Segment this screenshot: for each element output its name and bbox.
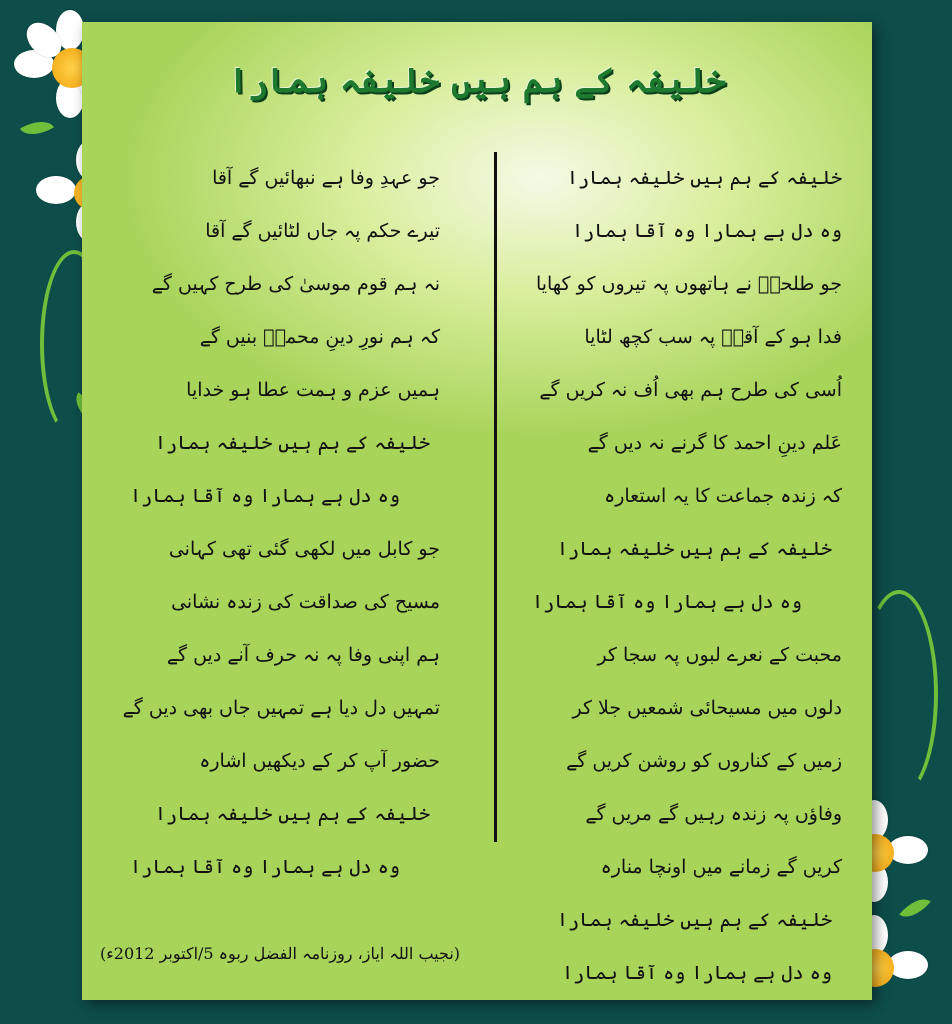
poem-refrain-line: خلیفہ کے ہم ہیں خلیفہ ہمارا [154,432,430,454]
poem-credit: (نجیب اللہ ایاز، روزنامہ الفضل ربوہ 5/اکتوبر 2012ء) [100,944,461,963]
poem-line: جو عہدِ وفا ہے نبھائیں گے آقا [212,167,440,189]
poem-line: جو کابل میں لکھی گئی تھی کہانی [168,538,440,560]
poem-refrain-line: وہ دل ہے ہمارا وہ آقا ہمارا [561,962,832,984]
poem-line: ہم اپنی وفا پہ نہ حرف آنے دیں گے [166,644,440,666]
poem-refrain-line: خلیفہ کے ہم ہیں خلیفہ ہمارا [154,803,430,825]
poem-line: محبت کے نعرے لبوں پہ سجا کر [597,644,842,666]
poem-line: خلیفہ کے ہم ہیں خلیفہ ہمارا [566,167,842,189]
poem-line: کہ ہم نورِ دینِ محمدؐ بنیں گے [199,326,440,348]
poem-line: وہ دل ہے ہمارا وہ آقا ہمارا [571,220,842,242]
poem-line: جو طلحہؓ نے ہاتھوں پہ تیروں کو کھایا [535,273,842,295]
poem-line: اُسی کی طرح ہم بھی اُف نہ کریں گے [539,379,842,401]
poem-line: عَلم دینِ احمد کا گرنے نہ دیں گے [587,432,842,454]
poem-line: کریں گے زمانے میں اونچا منارہ [600,856,842,878]
poem-line: تیرے حکم پہ جاں لٹائیں گے آقا [205,220,440,242]
poem-left-column [120,152,460,894]
poem-refrain-line: وہ دل ہے ہمارا وہ آقا ہمارا [129,856,400,878]
poem-right-column [502,152,842,1000]
poem-title: خلیفہ کے ہم ہیں خلیفہ ہمارا [228,61,726,101]
poem-line: کہ زندہ جماعت کا یہ استعارہ [604,485,842,507]
poem-refrain-line: وہ دل ہے ہمارا وہ آقا ہمارا [129,485,400,507]
poem-line: حضور آپ کر کے دیکھیں اشارہ [199,750,440,772]
poem-line: فدا ہو کے آقاؐ پہ سب کچھ لٹایا [584,326,842,348]
poem-page [82,22,872,1000]
poem-line: دلوں میں مسیحائی شمعیں جلا کر [572,697,842,719]
column-divider [494,152,497,842]
poem-line: زمیں کے کناروں کو روشن کریں گے [566,750,842,772]
poem-refrain-line: وہ دل ہے ہمارا وہ آقا ہمارا [531,591,802,613]
poem-line: نہ ہم قوم موسیٰ کی طرح کہیں گے [151,273,440,295]
poem-line: ہمیں عزم و ہمت عطا ہو خدایا [186,379,440,401]
poem-refrain-line: خلیفہ کے ہم ہیں خلیفہ ہمارا [556,538,832,560]
poem-refrain-line: خلیفہ کے ہم ہیں خلیفہ ہمارا [556,909,832,931]
poem-line: تمہیں دل دیا ہے تمہیں جاں بھی دیں گے [122,697,440,719]
poem-line: مسیح کی صداقت کی زندہ نشانی [171,591,440,613]
poem-line: وفاؤں پہ زندہ رہیں گے مریں گے [585,803,842,825]
